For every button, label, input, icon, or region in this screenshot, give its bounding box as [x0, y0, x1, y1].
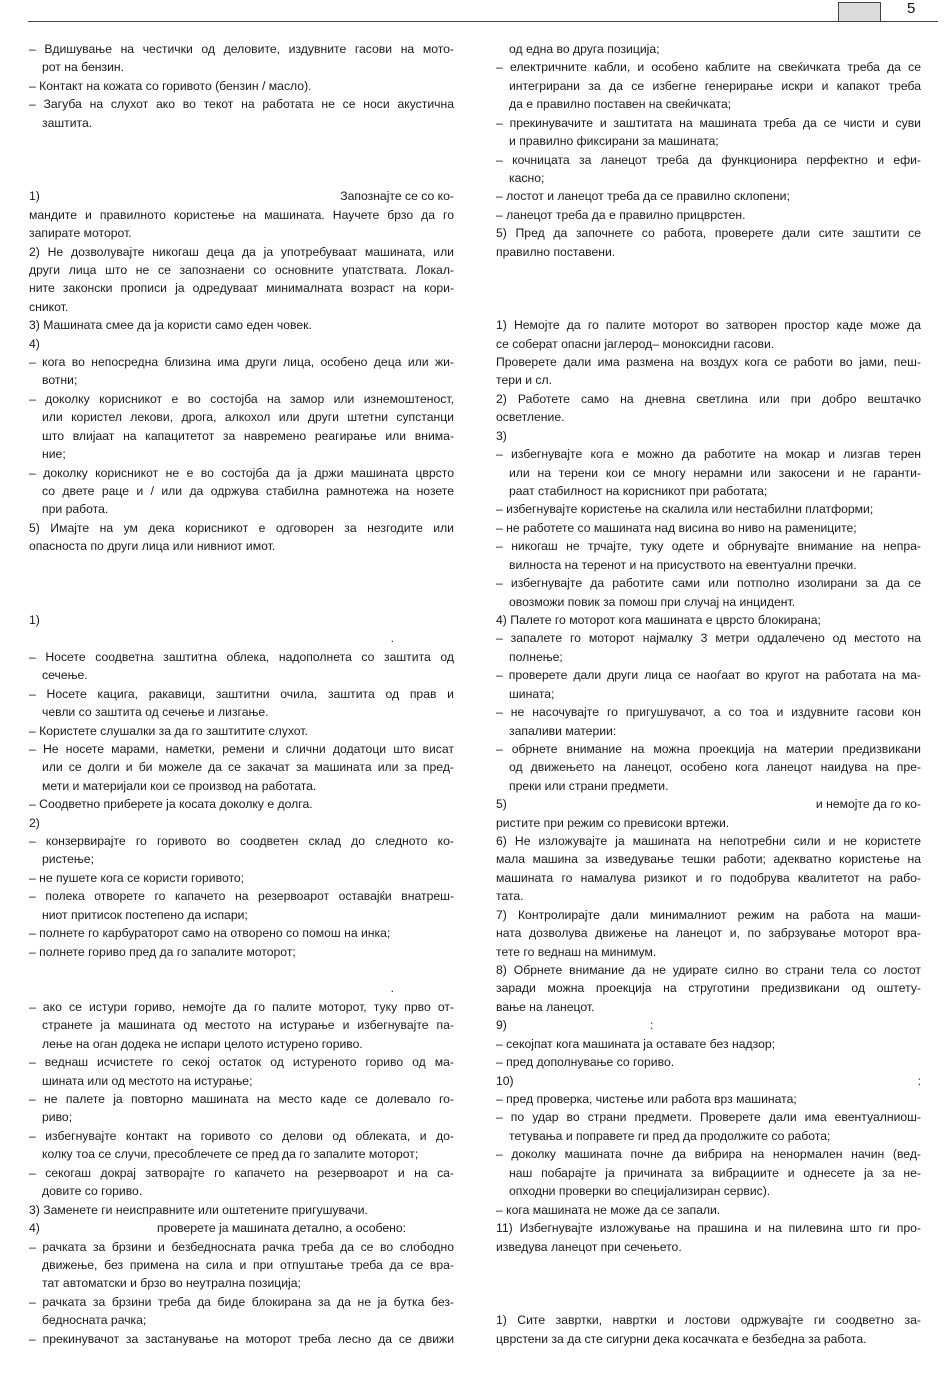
text-line: [496, 1016, 921, 1034]
text-line: ристење;: [42, 852, 94, 866]
text-line: тетувања и поправете ги пред да продолжите со работа;: [509, 1129, 831, 1143]
text-line: при работа.: [42, 502, 109, 516]
text-line: – ланецот треба да е правилно прицврстен.: [496, 208, 746, 222]
text-line: 11) Избегнувајте изложување на прашина и на пилевина што ги про-: [496, 1221, 921, 1235]
text-line: заштита.: [42, 116, 93, 130]
text-line: – запалете го моторот најмалку 3 метри оддалечено од местото на: [496, 631, 921, 645]
text-line: 4) Палете го моторот кога машината е цврсто блокирана;: [496, 613, 821, 627]
text-line: полнење;: [509, 650, 563, 664]
text-line: – конзервирајте го горивото во соодветен склад до следното ко-: [29, 834, 454, 848]
page-number: 5: [907, 0, 916, 17]
text-line: наш побарајте ја причината за вибрациите и однесете ја за не-: [509, 1166, 921, 1180]
text-line: 3) Машината смее да ја користи само еден човек.: [29, 318, 312, 332]
text-line: – секогаш докрај затворајте го капачето на резервоарот и на са-: [29, 1166, 454, 1180]
text-line: 8) Обрнете внимание да не удирате силно во страни тела со лостот: [496, 963, 921, 977]
text-line: довите со гориво.: [42, 1184, 143, 1198]
text-line: се соберат опасни јаглерод– моноксидни гасови.: [496, 337, 775, 351]
text-line: [496, 795, 921, 813]
text-line: што влијаат на капацитетот за навремено реагирање или внима-: [42, 429, 454, 443]
text-line: запирате моторот.: [29, 226, 132, 240]
text-line: – ако се истури гориво, немојте да го палите моторот, туку прво от-: [29, 1000, 454, 1014]
text-line: 3) Заменете ги неисправните или оштетените пригушувачи.: [29, 1203, 368, 1217]
text-line: 3): [496, 429, 507, 443]
line-tail-text: :: [917, 1074, 921, 1088]
text-line: – по удар во страни предмети. Проверете дали има евентуалниош-: [496, 1110, 921, 1124]
text-line: [29, 629, 454, 647]
text-line: Проверете дали има размена на воздух кога се работи во јами, пеш-: [496, 355, 921, 369]
text-line: – Вдишување на честички од деловите, издувните гасови на мото-: [29, 42, 454, 56]
text-line: ните законски прописи ја одредуваат минималната возраст на кори-: [29, 281, 454, 295]
line-tail-text: :: [650, 1018, 654, 1032]
text-line: ната дозволува движење на ланецот и, по забрзување моторот вра-: [496, 926, 921, 940]
text-line: шината или од местото на истурање;: [42, 1074, 253, 1088]
text-line: риво;: [42, 1110, 73, 1124]
line-tail-text: Запознајте се со ко-: [340, 189, 454, 203]
text-line: – кочницата за ланецот треба да функционира перфектно и ефи-: [496, 153, 921, 167]
text-line: мети и материјали кои се производ на работата.: [42, 779, 317, 793]
text-line: – пред проверка, чистење или работа врз машината;: [496, 1092, 797, 1106]
text-line: машината го намалува ризикот и го подобрува квалитетот на рабо-: [496, 871, 921, 885]
text-line: изведува ланецот при сечењето.: [496, 1240, 682, 1254]
text-line: – Соодветно приберете ја косата доколку е долга.: [29, 797, 313, 811]
line-tail-text: .: [390, 631, 394, 645]
text-line: – електричните кабли, и особено каблите на свеќичката треба да се: [496, 60, 921, 74]
text-line: – кога машината не може да се запали.: [496, 1203, 721, 1217]
text-line: – прекинувачите и заштитата на машината треба да се чисти и суви: [496, 116, 921, 130]
text-line: мандите и правилното користење на машината. Научете брзо да го: [29, 208, 454, 222]
text-line: бедносната рачка;: [42, 1313, 147, 1327]
text-line: – полнете го карбураторот само на отворено со помош на инка;: [29, 926, 391, 940]
item-number: 5): [496, 797, 507, 811]
line-tail-text: и немојте да го ко-: [815, 797, 921, 811]
item-number: 4): [29, 1221, 40, 1235]
text-line: лење на оган додека не испари целото истурено гориво.: [42, 1037, 363, 1051]
text-line: – рачката за брзини и безбедносната рачка треба да се во слободно: [29, 1240, 454, 1254]
text-line: или користел лекови, дрога, алкохол или други штетни супстанци: [42, 410, 454, 424]
text-line: – не палете ја повторно машината на место каде се долевало го-: [29, 1092, 454, 1106]
text-line: шината;: [509, 687, 555, 701]
text-line: – Не носете марами, наметки, ремени и слични додатоци што висат: [29, 742, 454, 756]
text-line: – не работете со машината над висина во ниво на рамениците;: [496, 521, 857, 535]
text-line: ние;: [42, 447, 66, 461]
text-line: – Користете слушалки за да го заштитите слухот.: [29, 724, 308, 738]
text-line: движење, без примена на сила и при отпуштање треба да се вра-: [42, 1258, 454, 1272]
text-line: 2): [29, 816, 40, 830]
text-line: или се долги и би можеле да се закачат за машината или за пред-: [42, 760, 454, 774]
text-line: правилно поставени.: [496, 245, 616, 259]
text-line: касно;: [509, 171, 545, 185]
text-line: 1) Немојте да го палите моторот во затворен простор каде може да: [496, 318, 921, 332]
text-line: – пред дополнување со гориво.: [496, 1055, 675, 1069]
text-line: вање на ланецот.: [496, 1000, 595, 1014]
text-line: сечење.: [42, 668, 88, 682]
text-line: – рачката за брзини треба да биде блокирана за да не ја бутка без-: [29, 1295, 454, 1309]
text-line: – прекинувачот за застанување на моторот треба лесно да се движи: [29, 1332, 454, 1346]
text-line: или на терени кои се многу нерамни или закосени и не гаранти-: [509, 466, 921, 480]
text-line: – никогаш не трчајте, туку одете и обрнувајте внимание на непра-: [496, 539, 921, 553]
text-line: – обрнете внимание на можна проекција на материи предизвикани: [496, 742, 921, 756]
text-line: 2) Не дозволувајте никогаш деца да ја употребуваат машината, или: [29, 245, 454, 259]
text-line: 6) Не изложувајте ја машината на непотребни сили и не користете: [496, 834, 921, 848]
text-line: со двете раце и / или да одржува стабилна рамнотежа на нозете: [42, 484, 454, 498]
text-line: ристите при режим со превисоки вртежи.: [496, 816, 730, 830]
text-line: – Носете соодветна заштитна облека, надополнета со заштита од: [29, 650, 454, 664]
text-line: 1): [29, 613, 40, 627]
text-line: 5) Имајте на ум дека корисникот е одговорен за незгодите или: [29, 521, 454, 535]
text-line: [29, 1219, 454, 1237]
text-line: – избегнувајте користење на скалила или нестабилни платформи;: [496, 502, 874, 516]
line-tail-text: проверете ја машината детално, а особено:: [157, 1221, 407, 1235]
text-line: – секојпат кога машината ја оставате без надзор;: [496, 1037, 776, 1051]
text-line: и правилно фиксирани за машината;: [509, 134, 719, 148]
text-line: запаливи материи:: [509, 724, 617, 738]
text-line: [29, 187, 454, 205]
text-line: – полнете гориво пред да го запалите моторот;: [29, 945, 296, 959]
header-tab-box: [838, 2, 881, 21]
text-line: опасноста по други лица или нивниот имот.: [29, 539, 276, 553]
text-line: вотни;: [42, 373, 78, 387]
text-line: – кога во непосредна близина има други лица, особено деца или жи-: [29, 355, 454, 369]
text-line: од една во друга позиција;: [509, 42, 660, 56]
text-line: раат стабилност на корисникот при работата;: [509, 484, 768, 498]
text-line: интегрирани за да се избегне генерирање искри и капакот треба: [509, 79, 921, 93]
text-line: заради можна проекција на струготини предизвикани од оштету-: [496, 981, 921, 995]
text-line: – проверете дали други лица се наоѓаат во кругот на работата на ма-: [496, 668, 921, 682]
text-line: 7) Контролирајте дали минималниот режим на работа на маши-: [496, 908, 921, 922]
text-line: тат автоматски и брзо во неутрална позиција;: [42, 1276, 301, 1290]
item-number: 1): [29, 189, 40, 203]
text-line: од движењето на ланецот, особено кога ланецот наидува на пре-: [509, 760, 921, 774]
text-line: странете ја машината од местото на истурање и избегнувајте па-: [42, 1018, 454, 1032]
header-rule: [28, 21, 938, 22]
text-line: – доколку корисникот не е во состојба да ја држи машината цврсто: [29, 466, 454, 480]
text-line: – избегнувајте да работите сами или потполно изолирани за да се: [496, 576, 921, 590]
text-line: – избегнувајте контакт на горивото со делови од облеката, и до-: [29, 1129, 454, 1143]
text-line: 4): [29, 337, 40, 351]
text-line: овозможи повик за помош при случај на инцидент.: [509, 595, 796, 609]
text-line: 1) Сите завртки, навртки и лостови одржувајте ги соодветно за-: [496, 1313, 921, 1327]
text-line: мала машина за изведување тешки работи; адекватно користење на: [496, 852, 921, 866]
text-line: [496, 1072, 921, 1090]
text-line: – лостот и ланецот треба да се правилно склопени;: [496, 189, 790, 203]
text-line: тата.: [496, 889, 524, 903]
text-line: чевли со заштита од сечење и лизгање.: [42, 705, 269, 719]
text-line: тери и сл.: [496, 373, 552, 387]
text-line: да е правилно поставен на свеќичката;: [509, 97, 732, 111]
text-line: – избегнувајте кога е можно да работите на мокар и лизгав терен: [496, 447, 921, 461]
text-line: осветление.: [496, 410, 565, 424]
text-line: – доколку корисникот е во состојба на замор или изнемоштеност,: [29, 392, 454, 406]
text-line: – доколку машината почне да вибрира на ненормален начин (вед-: [496, 1147, 921, 1161]
text-line: колку тоа се случи, пресоблечете се пред да го запалите моторот;: [42, 1147, 419, 1161]
text-line: рот на бензин.: [42, 60, 125, 74]
item-number: 9): [496, 1018, 507, 1032]
page-header: [0, 0, 950, 24]
text-line: – Загуба на слухот ако во текот на работата не се носи акустична: [29, 97, 454, 111]
text-line: вилноста на теренот и на присуството на евентуални пречки.: [509, 558, 857, 572]
text-line: 2) Работете само на дневна светлина или при добро вештачко: [496, 392, 921, 406]
text-line: 5) Пред да започнете со работа, проверете дали сите заштити се: [496, 226, 921, 240]
text-line: опходни проверки во специјализиран сервис).: [509, 1184, 771, 1198]
line-tail-text: .: [390, 981, 394, 995]
text-line: – полека отворете го капачето на резервоарот оставајќи внатреш-: [29, 889, 454, 903]
text-line: сникот.: [29, 300, 69, 314]
text-line: [29, 979, 454, 997]
text-line: ниот притисок постепено да испари;: [42, 908, 248, 922]
text-line: – Носете кацига, ракавици, заштитни очила, заштита од прав и: [29, 687, 454, 701]
text-line: – не насочувајте го пригушувачот, а со тоа и издувните гасови кон: [496, 705, 921, 719]
text-line: други лица што не се запознаени со основните упатствата. Локал-: [29, 263, 454, 277]
text-line: – не пушете кога се користи горивото;: [29, 871, 245, 885]
text-line: преки или страни предмети.: [509, 779, 669, 793]
text-line: – Контакт на кожата со горивото (бензин / масло).: [29, 79, 312, 93]
item-number: 10): [496, 1074, 514, 1088]
text-line: цврстени за да сте сигурни дека косачката е безбедна за работа.: [496, 1332, 867, 1346]
text-line: тете го веднаш на минимум.: [496, 945, 657, 959]
text-line: – веднаш исчистете го секој остаток од истуреното гориво од ма-: [29, 1055, 454, 1069]
